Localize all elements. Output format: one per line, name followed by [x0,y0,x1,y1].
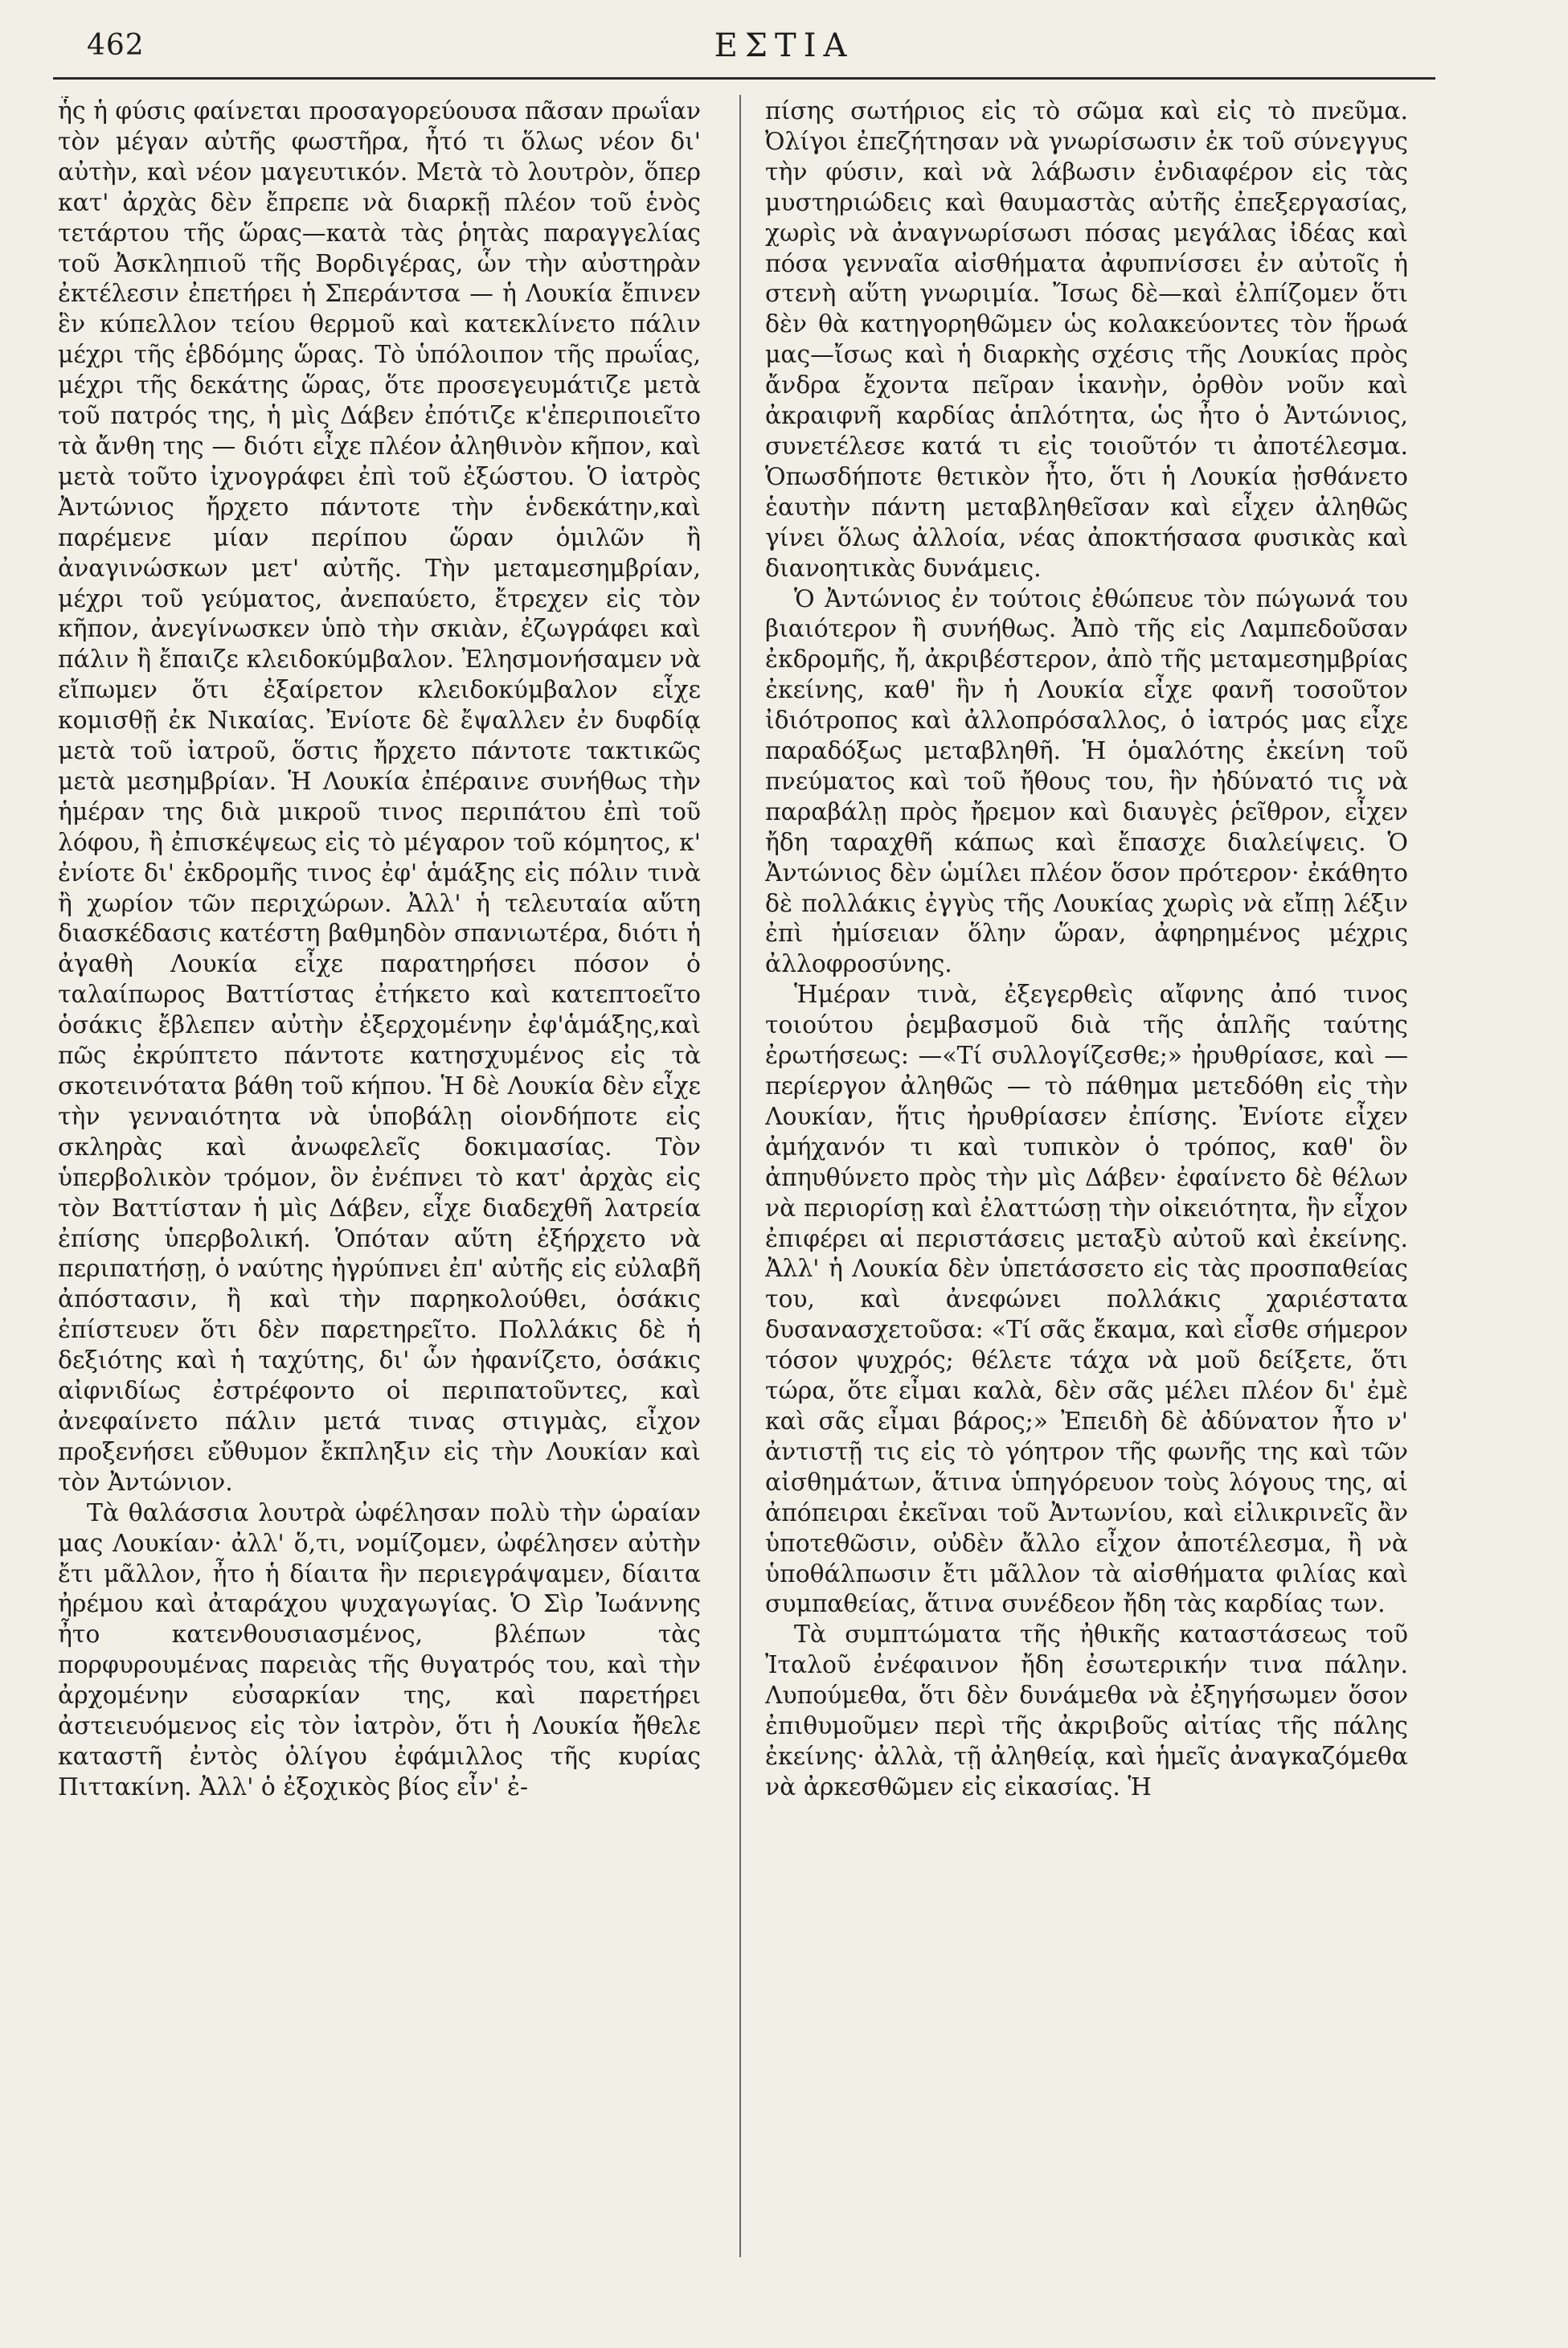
paragraph: Ὁ Ἀντώνιος ἐν τούτοις ἐθώπευε τὸν πώγωνά του βιαιότερον ἢ συνήθως. Ἀπὸ τῆς εἰς Λαμπεδοῦσαν ἐκδρομῆς, ἤ, ἀκριβέστερον, ἀπὸ τῆς μεταμεσημβρίας ἐκείνης, καθ' ἣν ἡ Λουκία εἶχε φανῆ τοσοῦτον ἰδιότροπος καὶ ἀλλοπρόσαλλος, ὁ ἰατρός μας εἶχε παραδόξως μεταβληθῆ. Ἡ ὁμαλότης ἐκείνη τοῦ πνεύματος καὶ τοῦ ἤθους του, ἣν ἠδύνατό τις νὰ παραβάλῃ πρὸς ἤρεμον καὶ διαυγὲς ῥεῖθρον, εἶχεν ἤδη ταραχθῆ κάπως καὶ ἔπασχε διαλείψεις. Ὁ Ἀντώνιος δὲν ὡμίλει πλέον ὅσον πρότερον· ἐκάθητο δὲ πολλάκις ἐγγὺς τῆς Λουκίας χωρὶς νὰ εἴπῃ λέξιν ἐπὶ ἡμίσειαν ὅλην ὥραν, ἀφηρημένος μέχρις ἀλλοφροσύνης. [765,584,1408,979]
paragraph: πίσης σωτήριος εἰς τὸ σῶμα καὶ εἰς τὸ πνεῦμα. Ὀλίγοι ἐπεζήτησαν νὰ γνωρίσωσιν ἐκ τοῦ σύνεγγυς τὴν φύσιν, καὶ νὰ λάβωσιν ἐνδιαφέρον εἰς τὰς μυστηριώδεις καὶ θαυμαστὰς αὐτῆς ἐπεξεργασίας, χωρὶς νὰ ἀναγνωρίσωσι πόσας μεγάλας ἰδέας καὶ πόσα γενναῖα αἰσθήματα ἀφυπνίσσει ἐν αὐτοῖς ἡ στενὴ αὕτη γνωριμία. Ἴσως δὲ—καὶ ἐλπίζομεν ὅτι δὲν θὰ κατηγορηθῶμεν ὡς κολακεύοντες τὸν ἥρωά μας—ἴσως καὶ ἡ διαρκὴς σχέσις τῆς Λουκίας πρὸς ἄνδρα ἔχοντα πεῖραν ἱκανὴν, ὀρθὸν νοῦν καὶ ἀκραιφνῆ καρδίας ἁπλότητα, ὡς ἦτο ὁ Ἀντώνιος, συνετέλεσε κατά τι εἰς τοιοῦτόν τι ἀποτέλεσμα. Ὁπωσδήποτε θετικὸν ἦτο, ὅτι ἡ Λουκία ᾐσθάνετο ἑαυτὴν πάντη μεταβληθεῖσαν καὶ εἶχεν ἀληθῶς γίνει ὅλως ἀλλοία, νέας ἀποκτήσασα φυσικὰς καὶ διανοητικὰς δυνάμεις. [765,97,1408,583]
right-column [765,96,1408,2251]
column-divider [739,95,741,2257]
page-number: 462 [87,29,145,62]
paragraph: Ἡμέραν τινὰ, ἐξεγερθεὶς αἴφνης ἀπό τινος τοιούτου ῥεμβασμοῦ διὰ τῆς ἁπλῆς ταύτης ἐρωτήσεως: —«Τί συλλογίζεσθε;» ἠρυθρίασε, καὶ — περίεργον ἀληθῶς — τὸ πάθημα μετεδόθη εἰς τὴν Λουκίαν, ἥτις ἠρυθρίασεν ἐπίσης. Ἐνίοτε εἶχεν ἀμήχανόν τι καὶ τυπικὸν ὁ τρόπος, καθ' ὃν ἀπηυθύνετο πρὸς τὴν μὶς Δάβεν· ἐφαίνετο δὲ θέλων νὰ περιορίσῃ καὶ ἐλαττώσῃ τὴν οἰκειότητα, ἣν εἶχον ἐπιφέρει αἱ περιστάσεις μεταξὺ αὐτοῦ καὶ ἐκείνης. Ἀλλ' ἡ Λουκία δὲν ὑπετάσσετο εἰς τὰς προσπαθείας του, καὶ ἀνεφώνει πολλάκις χαριέστατα δυσανασχετοῦσα: «Τί σᾶς ἔκαμα, καὶ εἶσθε σήμερον τόσον ψυχρός; θέλετε τάχα νὰ μοῦ δείξετε, ὅτι τώρα, ὅτε εἶμαι καλὰ, δὲν σᾶς μέλει πλέον δι' ἐμὲ καὶ σᾶς εἶμαι βάρος;» Ἐπειδὴ δὲ ἀδύνατον ἦτο ν' ἀντιστῇ τις εἰς τὸ γόητρον τῆς φωνῆς της καὶ τῶν αἰσθημάτων, ἅτινα ὑπηγόρευον τοὺς λόγους της, αἱ ἀπόπειραι ἐκεῖναι τοῦ Ἀντωνίου, καὶ εἰλικρινεῖς ἂν ὑποτεθῶσιν, οὐδὲν ἄλλο εἶχον ἀποτέλεσμα, ἢ νὰ ὑποθάλπωσιν ἔτι μᾶλλον τὰ αἰσθήματα φιλίας καὶ συμπαθείας, ἅτινα συνέδεον ἤδη τὰς καρδίας των. [765,981,1408,1619]
header-rule [53,77,1435,80]
left-column [58,96,701,2251]
paragraph: Τὰ θαλάσσια λουτρὰ ὠφέλησαν πολὺ τὴν ὡραίαν μας Λουκίαν· ἀλλ' ὅ,τι, νομίζομεν, ὠφέλησεν αὐτὴν ἔτι μᾶλλον, ἦτο ἡ δίαιτα ἣν περιεγράψαμεν, δίαιτα ἠρέμου καὶ ἀταράχου ψυχαγωγίας. Ὁ Σὶρ Ἰωάννης ἦτο κατενθουσιασμένος, βλέπων τὰς πορφυρουμένας παρειὰς τῆς θυγατρός του, καὶ τὴν ἀρχομένην εὐσαρκίαν της, καὶ παρετήρει ἀστειευόμενος εἰς τὸν ἰατρὸν, ὅτι ἡ Λουκία ἤθελε καταστῆ ἐντὸς ὀλίγου ἐφάμιλλος τῆς κυρίας Πιττακίνη. Ἀλλ' ὁ ἐξοχικὸς βίος εἶν' ἐ- [58,1498,701,1801]
journal-title: ΕΣΤΙΑ [714,27,854,64]
paragraph: Τὰ συμπτώματα τῆς ἠθικῆς καταστάσεως τοῦ Ἰταλοῦ ἐνέφαινον ἤδη ἐσωτερικήν τινα πάλην. Λυπούμεθα, ὅτι δὲν δυνάμεθα νὰ ἐξηγήσωμεν ὅσον ἐπιθυμοῦμεν περὶ τῆς ἀκριβοῦς αἰτίας τῆς πάλης ἐκείνης· ἀλλὰ, τῇ ἀληθείᾳ, καὶ ἡμεῖς ἀναγκαζόμεθα νὰ ἀρκεσθῶμεν εἰς εἰκασίας. Ἡ [765,1621,1408,1801]
paragraph: ἧς ἡ φύσις φαίνεται προσαγορεύουσα πᾶσαν πρωΐαν τὸν μέγαν αὐτῆς φωστῆρα, ἦτό τι ὅλως νέον δι' αὐτὴν, καὶ νέον μαγευτικόν. Μετὰ τὸ λουτρὸν, ὅπερ κατ' ἀρχὰς δὲν ἔπρεπε νὰ διαρκῇ πλέον τοῦ ἑνὸς τετάρτου τῆς ὥρας—κατὰ τὰς ῥητὰς παραγγελίας τοῦ Ἀσκληπιοῦ τῆς Βορδιγέρας, ὧν τὴν αὐστηρὰν ἐκτέλεσιν ἐπετήρει ἡ Σπεράντσα — ἡ Λουκία ἔπινεν ἓν κύπελλον τείου θερμοῦ καὶ κατεκλίνετο πάλιν μέχρι τῆς ἑβδόμης ὥρας. Τὸ ὑπόλοιπον τῆς πρωΐας, μέχρι τῆς δεκάτης ὥρας, ὅτε προσεγευμάτιζε μετὰ τοῦ πατρός της, ἡ μὶς Δάβεν ἐπότιζε κ'ἐπεριποιεῖτο τὰ ἄνθη της — διότι εἶχε πλέον ἀληθινὸν κῆπον, καὶ μετὰ τοῦτο ἰχνογράφει ἐπὶ τοῦ ἐξώστου. Ὁ ἰατρὸς Ἀντώνιος ἤρχετο πάντοτε τὴν ἑνδεκάτην,καὶ παρέμενε μίαν περίπου ὥραν ὁμιλῶν ἢ ἀναγινώσκων μετ' αὐτῆς. Τὴν μεταμεσημβρίαν, μέχρι τοῦ γεύματος, ἀνεπαύετο, ἔτρεχεν εἰς τὸν κῆπον, ἀνεγίνωσκεν ὑπὸ τὴν σκιὰν, ἐζωγράφει καὶ πάλιν ἢ ἔπαιζε κλειδοκύμβαλον. Ἐλησμονήσαμεν νὰ εἴπωμεν ὅτι ἐξαίρετον κλειδοκύμβαλον εἶχε κομισθῇ ἐκ Νικαίας. Ἐνίοτε δὲ ἔψαλλεν ἐν δυφδίᾳ μετὰ τοῦ ἰατροῦ, ὅστις ἤρχετο πάντοτε τακτικῶς μετὰ μεσημβρίαν. Ἡ Λουκία ἐπέραινε συνήθως τὴν ἡμέραν της διὰ μικροῦ τινος περιπάτου ἐπὶ τοῦ λόφου, ἢ ἐπισκέψεως εἰς τὸ μέγαρον τοῦ κόμητος, κ' ἐνίοτε δι' ἐκδρομῆς τινος ἐφ' ἁμάξης εἰς πόλιν τινὰ ἢ χωρίον τῶν περιχώρων. Ἀλλ' ἡ τελευταία αὕτη διασκέδασις κατέστη βαθμηδὸν σπανιωτέρα, διότι ἡ ἀγαθὴ Λουκία εἶχε παρατηρήσει πόσον ὁ ταλαίπωρος Βαττίστας ἐτήκετο καὶ κατεπτοεῖτο ὁσάκις ἔβλεπεν αὐτὴν ἐξερχομένην ἐφ'ἁμάξης,καὶ πῶς ἐκρύπτετο πάντοτε κατησχυμένος εἰς τὰ σκοτεινότατα βάθη τοῦ κήπου. Ἡ δὲ Λουκία δὲν εἶχε τὴν γενναιότητα νὰ ὑποβάλῃ οἱονδήποτε εἰς σκληρὰς καὶ ἀνωφελεῖς δοκιμασίας. Τὸν ὑπερβολικὸν τρόμον, ὃν ἐνέπνει τὸ κατ' ἀρχὰς εἰς τὸν Βαττίσταν ἡ μὶς Δάβεν, εἶχε διαδεχθῆ λατρεία ἐπίσης ὑπερβολική. Ὁπόταν αὕτη ἐξήρχετο νὰ περιπατήσῃ, ὁ ναύτης ἠγρύπνει ἐπ' αὐτῆς εἰς εὐλαβῆ ἀπόστασιν, ἢ καὶ τὴν παρηκολούθει, ὁσάκις ἐπίστευεν ὅτι δὲν παρετηρεῖτο. Πολλάκις δὲ ἡ δεξιότης καὶ ἡ ταχύτης, δι' ὧν ἠφανίζετο, ὁσάκις αἰφνιδίως ἐστρέφοντο οἱ περιπατοῦντες, καὶ ἀνεφαίνετο πάλιν μετά τινας στιγμὰς, εἶχον προξενήσει εὔθυμον ἔκπληξιν εἰς τὴν Λουκίαν καὶ τὸν Ἀντώνιον. [58,97,701,1497]
